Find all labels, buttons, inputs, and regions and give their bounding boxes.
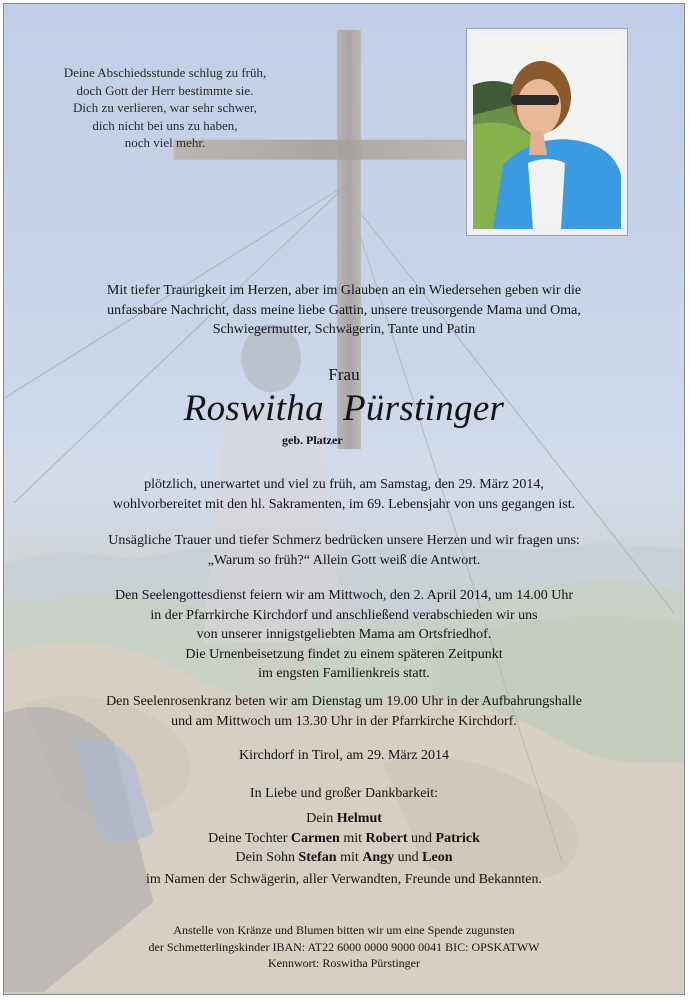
memorial-verse: Deine Abschiedsstunde schlug zu früh, doch Gott der Herr bestimmte sie. Dich zu verlieren, war sehr schwer, dich nicht bei uns zu haben, noch viel mehr.: [63, 65, 267, 150]
portrait-photo: [473, 35, 621, 229]
son-line: Dein Sohn Stefan mit Angy und Leon: [235, 850, 453, 865]
birth-name: geb. Platzer: [282, 433, 343, 447]
obituary-page: [3, 3, 685, 995]
on-behalf-line: im Namen der Schwägerin, aller Verwandten, Freunde und Bekannten.: [146, 872, 542, 887]
daughter-line: Deine Tochter Carmen mit Robert und Patrick: [208, 830, 480, 846]
funeral-mass-text: Den Seelengottesdienst feiern wir am Mittwoch, den 2. April 2014, um 14.00 Uhr in der Pfarrkirche Kirchdorf und anschließend verabschieden wir uns von unserer innigstgeliebten Mama am Ortsfriedhof. Die Urnenbeisetzung findet zu einem späteren Zeitpunkt im engsten Familienkreis statt.: [114, 588, 574, 681]
rosary-text: Den Seelenrosenkranz beten wir am Dienstag um 19.00 Uhr in der Aufbahrungshalle und am Mittwoch um 13.30 Uhr in der Pfarrkirche Kirchdorf.: [106, 694, 582, 729]
husband-line: Dein Helmut: [306, 811, 382, 826]
salutation: Frau: [328, 365, 360, 384]
deceased-name: Roswitha Pürstinger: [183, 388, 505, 429]
grief-text: Unsägliche Trauer und tiefer Schmerz bedrücken unsere Herzen und wir fragen uns: „Warum so früh?“ Allein Gott weiß die Antwort.: [108, 533, 580, 568]
portrait-photo-frame: [466, 28, 628, 236]
family-signatures: [4, 809, 684, 868]
donation-note: Anstelle von Kränze und Blumen bitten wir um eine Spende zugunsten der Schmetterlingskinder IBAN: AT22 6000 0000 9000 0041 BIC: OPSKATWW Kennwort: Roswitha Pürstinger: [148, 923, 540, 970]
passing-text: plötzlich, unerwartet und viel zu früh, am Samstag, den 29. März 2014, wohlvorbereitet mit den hl. Sakramenten, im 69. Lebensjahr von uns gegangen ist.: [112, 477, 576, 512]
closing-line: In Liebe und großer Dankbarkeit:: [249, 786, 439, 801]
place-date: Kirchdorf in Tirol, am 29. März 2014: [239, 748, 449, 763]
intro-text: Mit tiefer Traurigkeit im Herzen, aber im Glauben an ein Wiedersehen geben wir die unfassbare Nachricht, dass meine liebe Gattin, unsere treusorgende Mama und Oma, Schwiegermutter, Schwägerin, Tante und Patin: [106, 283, 582, 337]
